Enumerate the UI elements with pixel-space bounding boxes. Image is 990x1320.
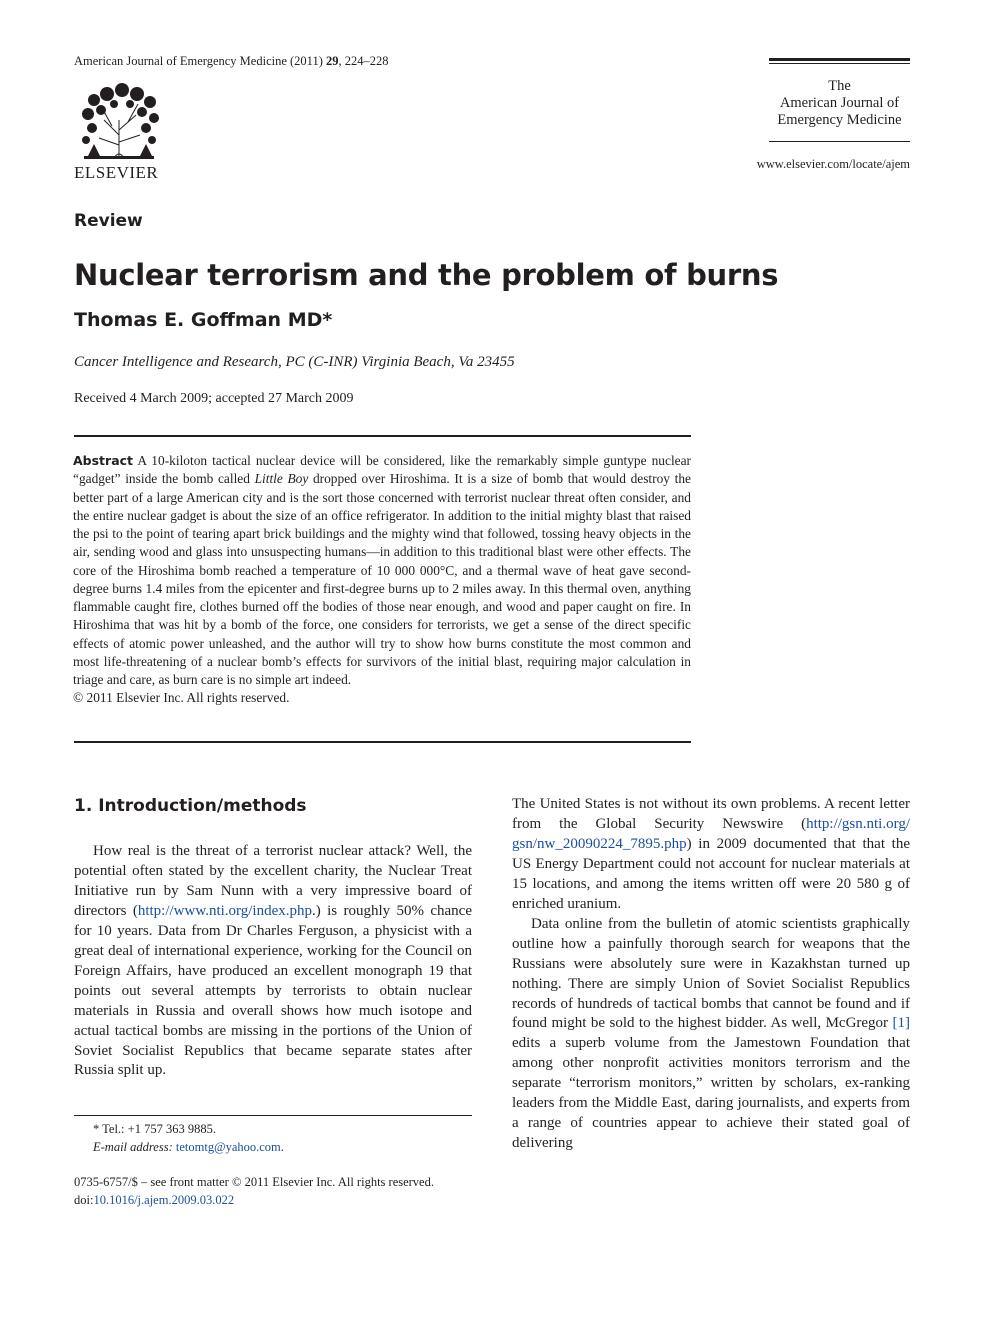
journal-masthead-rule (769, 58, 910, 61)
journal-citation (74, 54, 389, 69)
nti-link[interactable]: http://www.nti.org/index.php (137, 902, 313, 919)
right-paragraph-1 (512, 795, 910, 915)
gsn-link-part1[interactable]: http://gsn.nti.org/ (806, 815, 910, 832)
front-matter (74, 1173, 434, 1209)
journal-masthead-rule-bottom (769, 141, 910, 142)
doi-link[interactable]: 10.1016/j.ajem.2009.03.022 (93, 1193, 235, 1207)
reference-link-1[interactable]: [1] (892, 1015, 910, 1032)
issn-line: 0735-6757/$ – see front matter © 2011 Elsevier Inc. All rights reserved. (74, 1175, 434, 1189)
email-label: E-mail address: (93, 1140, 173, 1154)
journal-name-line2: American Journal of (779, 95, 900, 111)
doi-label: doi: (74, 1193, 94, 1207)
intro-heading: 1. Introduction/methods (74, 796, 307, 816)
right-p1-text-b: ) in 2009 documented that that the US Energy Department could not account for nuclear materials at 15 locations, and among the items written off were 20 580 g of enriched uranium. (512, 835, 910, 912)
footnote-email-line (93, 1138, 284, 1156)
article-dates: Received 4 March 2009; accepted 27 March 2009 (74, 391, 354, 406)
journal-name-line1: The (828, 78, 851, 94)
email-end: . (280, 1140, 284, 1154)
right-p1-text-a: The United States is not without its own problems. A recent letter from the Global Security Newswire ( (512, 796, 910, 832)
left-paragraph-1 (74, 842, 472, 1081)
right-paragraph-2 (512, 915, 910, 1154)
author-name: Thomas E. Goffman MD* (74, 309, 333, 331)
author-affiliation: Cancer Intelligence and Research, PC (C-INR) Virginia Beach, Va 23455 (74, 354, 515, 370)
footnote-rule (74, 1115, 472, 1116)
right-column (512, 795, 910, 1154)
journal-url[interactable]: www.elsevier.com/locate/ajem (756, 157, 910, 171)
footnote (93, 1120, 284, 1156)
abstract (73, 452, 691, 708)
journal-masthead (769, 78, 910, 129)
right-p2-text-a: Data online from the bulletin of atomic scientists graphically outline how a painfully thorough search for weapons that the Russians were absolutely sure were in Kazakhstan turned up nothing. There are simply Union of Soviet Socialist Republics records of hundreds of tactical bombs that cannot be found and if found might be sold to the highest bidder. As well, McGregor (512, 915, 910, 1032)
abstract-rule-top (74, 435, 691, 437)
abstract-text-1: A 10-kiloton tactical nuclear device will be considered, like the remarkably simple guntype nuclear “gadget” inside the bomb called (73, 453, 692, 487)
email-link[interactable]: tetomtg@yahoo.com (175, 1140, 281, 1154)
journal-name-line3: Emergency Medicine (777, 112, 902, 128)
journal-masthead-rule-thin (769, 63, 910, 64)
left-p1-text-b: .) is roughly 50% chance for 10 years. Data from Dr Charles Ferguson, a physicist with a great deal of international experience, working for the Council on Foreign Affairs, have produced an excellent monograph 19 that points out several attempts by terrorists to obtain nuclear materials in Russia and overall shows how much isotope and actual tactical bombs are missing in the portions of the Union of Soviet Socialist Republics that became separate states after Russia split up. (74, 902, 472, 1079)
abstract-text-italic: Little Boy (254, 471, 309, 487)
abstract-heading: Abstract (73, 453, 134, 468)
footnote-tel: * Tel.: +1 757 363 9885. (93, 1122, 216, 1136)
article-title: Nuclear terrorism and the problem of burns (74, 258, 779, 292)
left-column (74, 842, 472, 1081)
abstract-text-2: dropped over Hiroshima. It is a size of bomb that would destroy the better part of a large American city and is the sort those concerned with terrorist nuclear threat often consider, and the entire nuclear gadget is about the size of an office refrigerator. In addition to the initial mighty blast that raised the psi to the point of tearing apart brick buildings and the mighty wind that followed, tossing heavy objects in the air, sending wood and glass into unsuspecting humans—in addition to this traditional blast were other effects. The core of the Hiroshima bomb reached a temperature of 10 000 000°C, and a thermal wave of heat gave second-degree burns 1.4 miles from the epicenter and first-degree burns up to 2 miles away. In this thermal oven, anything flammable caught fire, clothes burned off the bodies of those near enough, and wood and paper caught on fire. In Hiroshima that was hit by a bomb of the force, one considers for terrorists, we get a sense of the direct specific effects of atomic power unleashed, and the author will try to show how burns constitute the most common and most life-threatening of a nuclear bomb’s effects for survivors of the initial blast, requiring major calculation in triage and care, as burn care is no simple art indeed. (73, 471, 691, 687)
abstract-rule-bottom (74, 741, 691, 743)
right-p2-text-b: edits a superb volume from the Jamestown Foundation that among other nonprofit activities monitors terrorism and the separate “terrorism monitors,” written by scholars, ex-ranking leaders from the Middle East, daring journalists, and experts from a range of countries appear to achieve their stated goal of delivering (512, 1035, 910, 1152)
elsevier-wordmark: ELSEVIER (74, 163, 159, 182)
doi-line (74, 1191, 434, 1209)
citation-pages: , 224–228 (338, 54, 389, 68)
gsn-link-part2[interactable]: gsn/nw_20090224_7895.php (512, 835, 687, 852)
left-p1-text-a: How real is the threat of a terrorist nuclear attack? Well, the potential often stated by the excellent charity, the Nuclear Treat Initiative run by Sam Nunn with a very impressive board of directors ( (74, 843, 472, 919)
citation-prefix: American Journal of Emergency Medicine (2011) (74, 54, 323, 68)
citation-volume: 29 (326, 54, 339, 68)
abstract-copyright: © 2011 Elsevier Inc. All rights reserved. (73, 690, 290, 706)
section-label: Review (74, 211, 143, 231)
